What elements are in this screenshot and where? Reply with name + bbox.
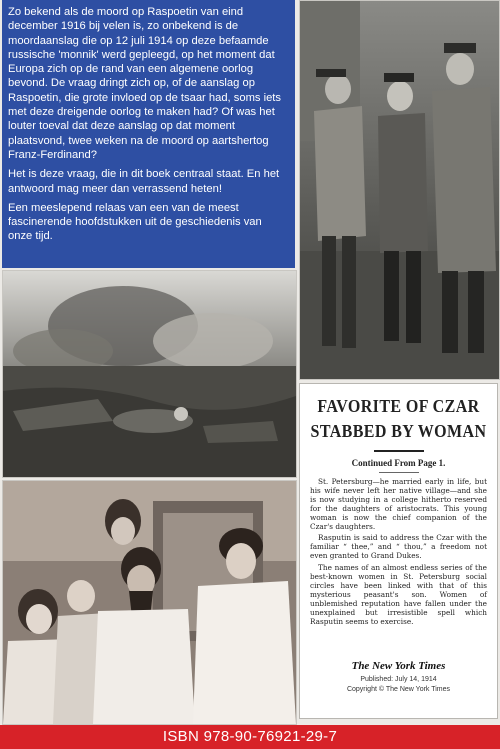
newspaper-clipping bbox=[299, 383, 498, 719]
rasputin-family-photo bbox=[2, 480, 297, 725]
back-cover-blurb bbox=[2, 0, 295, 268]
clipping-headline bbox=[310, 395, 487, 444]
isbn-bar bbox=[0, 725, 500, 749]
headline-line: FAVORITE OF CZAR bbox=[317, 397, 480, 417]
isbn-text: ISBN 978-90-76921-29-7 bbox=[162, 728, 338, 745]
divider bbox=[374, 450, 424, 452]
copyright-line: Copyright © The New York Times bbox=[346, 686, 451, 693]
blurb-paragraph: Het is deze vraag, die in dit boek centraal staat. En het antwoord mag meer dan verrassend heten! bbox=[8, 168, 280, 195]
battlefield-photo bbox=[2, 270, 297, 478]
divider bbox=[379, 472, 419, 473]
officers-photo bbox=[299, 0, 500, 380]
headline-line: STABBED BY WOMAN bbox=[310, 422, 487, 442]
article-paragraph: Rasputin is said to address the Czar with the familiar “ thee,” and “ thou,” a freedom not even granted to Grand Dukes. bbox=[310, 533, 487, 561]
blurb-paragraph: Zo bekend als de moord op Raspoetin van eind december 1916 bij velen is, zo onbekend is de moordaanslag die op 12 juli 1914 op deze befaamde russische 'monnik' werd gepleegd, op het moment dat Europa zich op de rand van een algemene oorlog bevond. De vraag dringt zich op, of de aanslag op Raspoetin, die grote invloed op de tsaar had, soms iets met deze dreigende oorlog te maken had? Of was het louter toeval dat deze aanslag op dat moment plaatsvond, twee weken na de moord op aartshertog Franz-Ferdinand? bbox=[8, 6, 282, 161]
article-paragraph: St. Petersburg—he married early in life, but his wife never left her native village—and she is now studying in a college hitherto reserved for the daughters of aristocrats. This young woman is now the chief companion of the Czar's daughters. bbox=[310, 477, 487, 531]
clipping-credit bbox=[300, 660, 497, 695]
blurb-paragraph: Een meeslepend relaas van een van de meest fascinerende hoofdstukken uit de geschiedenis van onze tijd. bbox=[8, 201, 262, 243]
clipping-article bbox=[310, 478, 487, 627]
article-paragraph: The names of an almost endless series of the best-known women in St. Petersburg social circles have been linked with that of this mysterious peasant's son. Women of unblemished reputation have fallen under the unexplained but irresistible spell which Rasputin seems to exercise. bbox=[310, 563, 487, 626]
continued-note: Continued From Page 1. bbox=[351, 458, 446, 468]
published-date: Published: July 14, 1914 bbox=[360, 676, 437, 683]
nyt-logo: The New York Times bbox=[351, 660, 446, 672]
